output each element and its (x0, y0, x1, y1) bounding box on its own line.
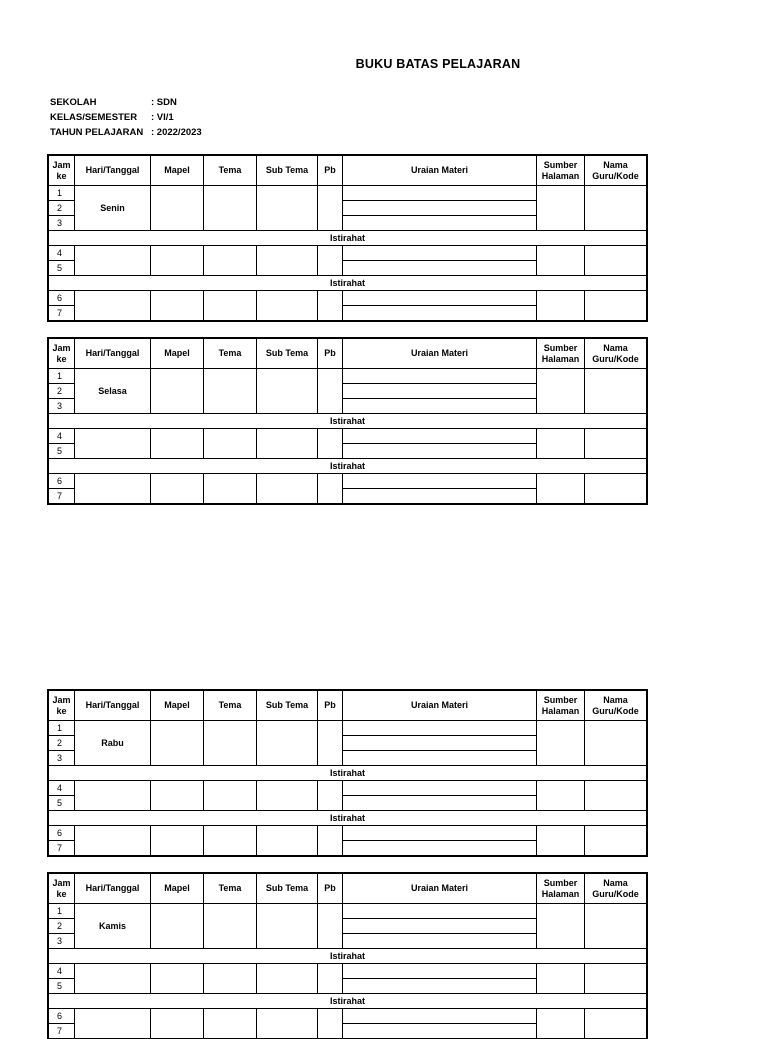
sumber-cell (537, 186, 585, 231)
period-number: 3 (49, 216, 75, 231)
day-cell: Selasa (75, 369, 151, 414)
subtema-cell (257, 781, 318, 811)
tema-cell (204, 246, 257, 276)
table-row (49, 781, 647, 796)
header-jam: Jam ke (49, 339, 75, 369)
day-cell (75, 964, 151, 994)
uraian-cell (343, 751, 537, 766)
subtema-cell (257, 186, 318, 231)
guru-cell (585, 826, 647, 856)
break-row (49, 231, 647, 246)
uraian-cell (343, 904, 537, 919)
mapel-cell (151, 369, 204, 414)
sumber-cell (537, 964, 585, 994)
break-label: Istirahat (49, 231, 647, 246)
info-label: TAHUN PELAJARAN (50, 127, 144, 138)
pb-cell (318, 369, 343, 414)
uraian-cell (343, 1009, 537, 1024)
header-mapel: Mapel (151, 339, 204, 369)
sumber-cell (537, 721, 585, 766)
break-row (49, 459, 647, 474)
period-number: 4 (49, 246, 75, 261)
pb-cell (318, 721, 343, 766)
break-row (49, 811, 647, 826)
mapel-cell (151, 291, 204, 321)
mapel-cell (151, 826, 204, 856)
period-number: 6 (49, 291, 75, 306)
table-row (49, 429, 647, 444)
subtema-cell (257, 246, 318, 276)
subtema-cell (257, 826, 318, 856)
info-row-sekolah (50, 95, 202, 110)
day-cell: Rabu (75, 721, 151, 766)
sumber-cell (537, 429, 585, 459)
info-label: KELAS/SEMESTER (50, 112, 138, 123)
schedule-table-senin (48, 155, 647, 321)
table-row (49, 186, 647, 201)
period-number: 1 (49, 186, 75, 201)
uraian-cell (343, 934, 537, 949)
period-number: 5 (49, 444, 75, 459)
break-row (49, 994, 647, 1009)
header-hari: Hari/Tanggal (75, 691, 151, 721)
subtema-cell (257, 369, 318, 414)
pb-cell (318, 246, 343, 276)
header-row (49, 691, 647, 721)
info-value: : VI/1 (151, 112, 174, 123)
tema-cell (204, 781, 257, 811)
guru-cell (585, 721, 647, 766)
break-row (49, 276, 647, 291)
guru-cell (585, 291, 647, 321)
uraian-cell (343, 841, 537, 856)
table-row (49, 904, 647, 919)
schedule-table-selasa (48, 338, 647, 504)
header-jam: Jam ke (49, 691, 75, 721)
header-tema: Tema (204, 156, 257, 186)
period-number: 1 (49, 904, 75, 919)
uraian-cell (343, 489, 537, 504)
table-row (49, 291, 647, 306)
day-cell (75, 246, 151, 276)
header-mapel: Mapel (151, 874, 204, 904)
sumber-cell (537, 246, 585, 276)
info-value: : 2022/2023 (151, 127, 202, 138)
period-number: 7 (49, 1024, 75, 1039)
header-tema: Tema (204, 339, 257, 369)
header-uraian: Uraian Materi (343, 339, 537, 369)
info-row-tahun (50, 125, 202, 140)
subtema-cell (257, 964, 318, 994)
tema-cell (204, 721, 257, 766)
uraian-cell (343, 721, 537, 736)
pb-cell (318, 429, 343, 459)
mapel-cell (151, 721, 204, 766)
pb-cell (318, 964, 343, 994)
mapel-cell (151, 904, 204, 949)
header-row (49, 339, 647, 369)
table-row (49, 474, 647, 489)
header-tema: Tema (204, 691, 257, 721)
uraian-cell (343, 216, 537, 231)
break-row (49, 766, 647, 781)
mapel-cell (151, 474, 204, 504)
tema-cell (204, 429, 257, 459)
tema-cell (204, 826, 257, 856)
guru-cell (585, 781, 647, 811)
header-guru: Nama Guru/Kode (585, 156, 647, 186)
break-row (49, 414, 647, 429)
info-label: SEKOLAH (50, 97, 97, 108)
period-number: 6 (49, 1009, 75, 1024)
table-row (49, 964, 647, 979)
break-label: Istirahat (49, 414, 647, 429)
sumber-cell (537, 826, 585, 856)
mapel-cell (151, 781, 204, 811)
sumber-cell (537, 291, 585, 321)
uraian-cell (343, 429, 537, 444)
day-cell (75, 826, 151, 856)
header-subtema: Sub Tema (257, 691, 318, 721)
table-row (49, 721, 647, 736)
period-number: 3 (49, 934, 75, 949)
uraian-cell (343, 474, 537, 489)
school-info (50, 95, 202, 140)
header-jam: Jam ke (49, 874, 75, 904)
header-guru: Nama Guru/Kode (585, 874, 647, 904)
uraian-cell (343, 979, 537, 994)
sumber-cell (537, 369, 585, 414)
header-subtema: Sub Tema (257, 874, 318, 904)
uraian-cell (343, 964, 537, 979)
page-title: BUKU BATAS PELAJARAN (355, 57, 521, 71)
period-number: 1 (49, 721, 75, 736)
break-label: Istirahat (49, 766, 647, 781)
guru-cell (585, 186, 647, 231)
mapel-cell (151, 429, 204, 459)
break-label: Istirahat (49, 276, 647, 291)
uraian-cell (343, 781, 537, 796)
period-number: 3 (49, 399, 75, 414)
table-row (49, 1009, 647, 1024)
period-number: 4 (49, 964, 75, 979)
uraian-cell (343, 384, 537, 399)
break-label: Istirahat (49, 459, 647, 474)
header-row (49, 156, 647, 186)
period-number: 4 (49, 781, 75, 796)
tema-cell (204, 964, 257, 994)
header-pb: Pb (318, 339, 343, 369)
period-number: 2 (49, 201, 75, 216)
schedule-table-kamis (48, 873, 647, 1039)
break-row (49, 949, 647, 964)
uraian-cell (343, 919, 537, 934)
uraian-cell (343, 369, 537, 384)
subtema-cell (257, 474, 318, 504)
header-hari: Hari/Tanggal (75, 339, 151, 369)
header-sumber: Sumber Halaman (537, 691, 585, 721)
header-uraian: Uraian Materi (343, 691, 537, 721)
guru-cell (585, 369, 647, 414)
header-hari: Hari/Tanggal (75, 874, 151, 904)
sumber-cell (537, 904, 585, 949)
mapel-cell (151, 964, 204, 994)
header-sumber: Sumber Halaman (537, 874, 585, 904)
table-row (49, 246, 647, 261)
table-row (49, 369, 647, 384)
header-uraian: Uraian Materi (343, 874, 537, 904)
info-value: : SDN (151, 97, 177, 108)
guru-cell (585, 964, 647, 994)
tema-cell (204, 369, 257, 414)
uraian-cell (343, 186, 537, 201)
period-number: 2 (49, 736, 75, 751)
header-row (49, 874, 647, 904)
tema-cell (204, 904, 257, 949)
mapel-cell (151, 186, 204, 231)
period-number: 7 (49, 841, 75, 856)
sumber-cell (537, 781, 585, 811)
header-pb: Pb (318, 156, 343, 186)
pb-cell (318, 186, 343, 231)
break-label: Istirahat (49, 994, 647, 1009)
header-mapel: Mapel (151, 156, 204, 186)
day-cell (75, 474, 151, 504)
pb-cell (318, 826, 343, 856)
period-number: 3 (49, 751, 75, 766)
header-jam: Jam ke (49, 156, 75, 186)
guru-cell (585, 429, 647, 459)
period-number: 1 (49, 369, 75, 384)
break-label: Istirahat (49, 811, 647, 826)
schedule-table-rabu (48, 690, 647, 856)
header-uraian: Uraian Materi (343, 156, 537, 186)
subtema-cell (257, 291, 318, 321)
header-pb: Pb (318, 874, 343, 904)
header-subtema: Sub Tema (257, 339, 318, 369)
header-guru: Nama Guru/Kode (585, 691, 647, 721)
period-number: 5 (49, 796, 75, 811)
uraian-cell (343, 736, 537, 751)
header-pb: Pb (318, 691, 343, 721)
period-number: 5 (49, 261, 75, 276)
tema-cell (204, 291, 257, 321)
uraian-cell (343, 826, 537, 841)
uraian-cell (343, 444, 537, 459)
uraian-cell (343, 399, 537, 414)
header-sumber: Sumber Halaman (537, 156, 585, 186)
period-number: 2 (49, 919, 75, 934)
mapel-cell (151, 246, 204, 276)
guru-cell (585, 904, 647, 949)
guru-cell (585, 474, 647, 504)
pb-cell (318, 291, 343, 321)
uraian-cell (343, 201, 537, 216)
uraian-cell (343, 291, 537, 306)
period-number: 6 (49, 826, 75, 841)
uraian-cell (343, 306, 537, 321)
period-number: 7 (49, 306, 75, 321)
header-hari: Hari/Tanggal (75, 156, 151, 186)
info-row-kelas (50, 110, 202, 125)
period-number: 7 (49, 489, 75, 504)
day-cell (75, 291, 151, 321)
header-mapel: Mapel (151, 691, 204, 721)
guru-cell (585, 246, 647, 276)
day-cell: Senin (75, 186, 151, 231)
day-cell (75, 429, 151, 459)
period-number: 6 (49, 474, 75, 489)
table-row (49, 826, 647, 841)
pb-cell (318, 904, 343, 949)
period-number: 2 (49, 384, 75, 399)
uraian-cell (343, 246, 537, 261)
period-number: 4 (49, 429, 75, 444)
break-label: Istirahat (49, 949, 647, 964)
uraian-cell (343, 261, 537, 276)
uraian-cell (343, 1024, 537, 1039)
uraian-cell (343, 796, 537, 811)
header-guru: Nama Guru/Kode (585, 339, 647, 369)
tema-cell (204, 186, 257, 231)
header-tema: Tema (204, 874, 257, 904)
header-subtema: Sub Tema (257, 156, 318, 186)
pb-cell (318, 781, 343, 811)
pb-cell (318, 474, 343, 504)
header-sumber: Sumber Halaman (537, 339, 585, 369)
sumber-cell (537, 474, 585, 504)
day-cell (75, 781, 151, 811)
period-number: 5 (49, 979, 75, 994)
subtema-cell (257, 429, 318, 459)
day-cell: Kamis (75, 904, 151, 949)
subtema-cell (257, 721, 318, 766)
tema-cell (204, 474, 257, 504)
subtema-cell (257, 904, 318, 949)
